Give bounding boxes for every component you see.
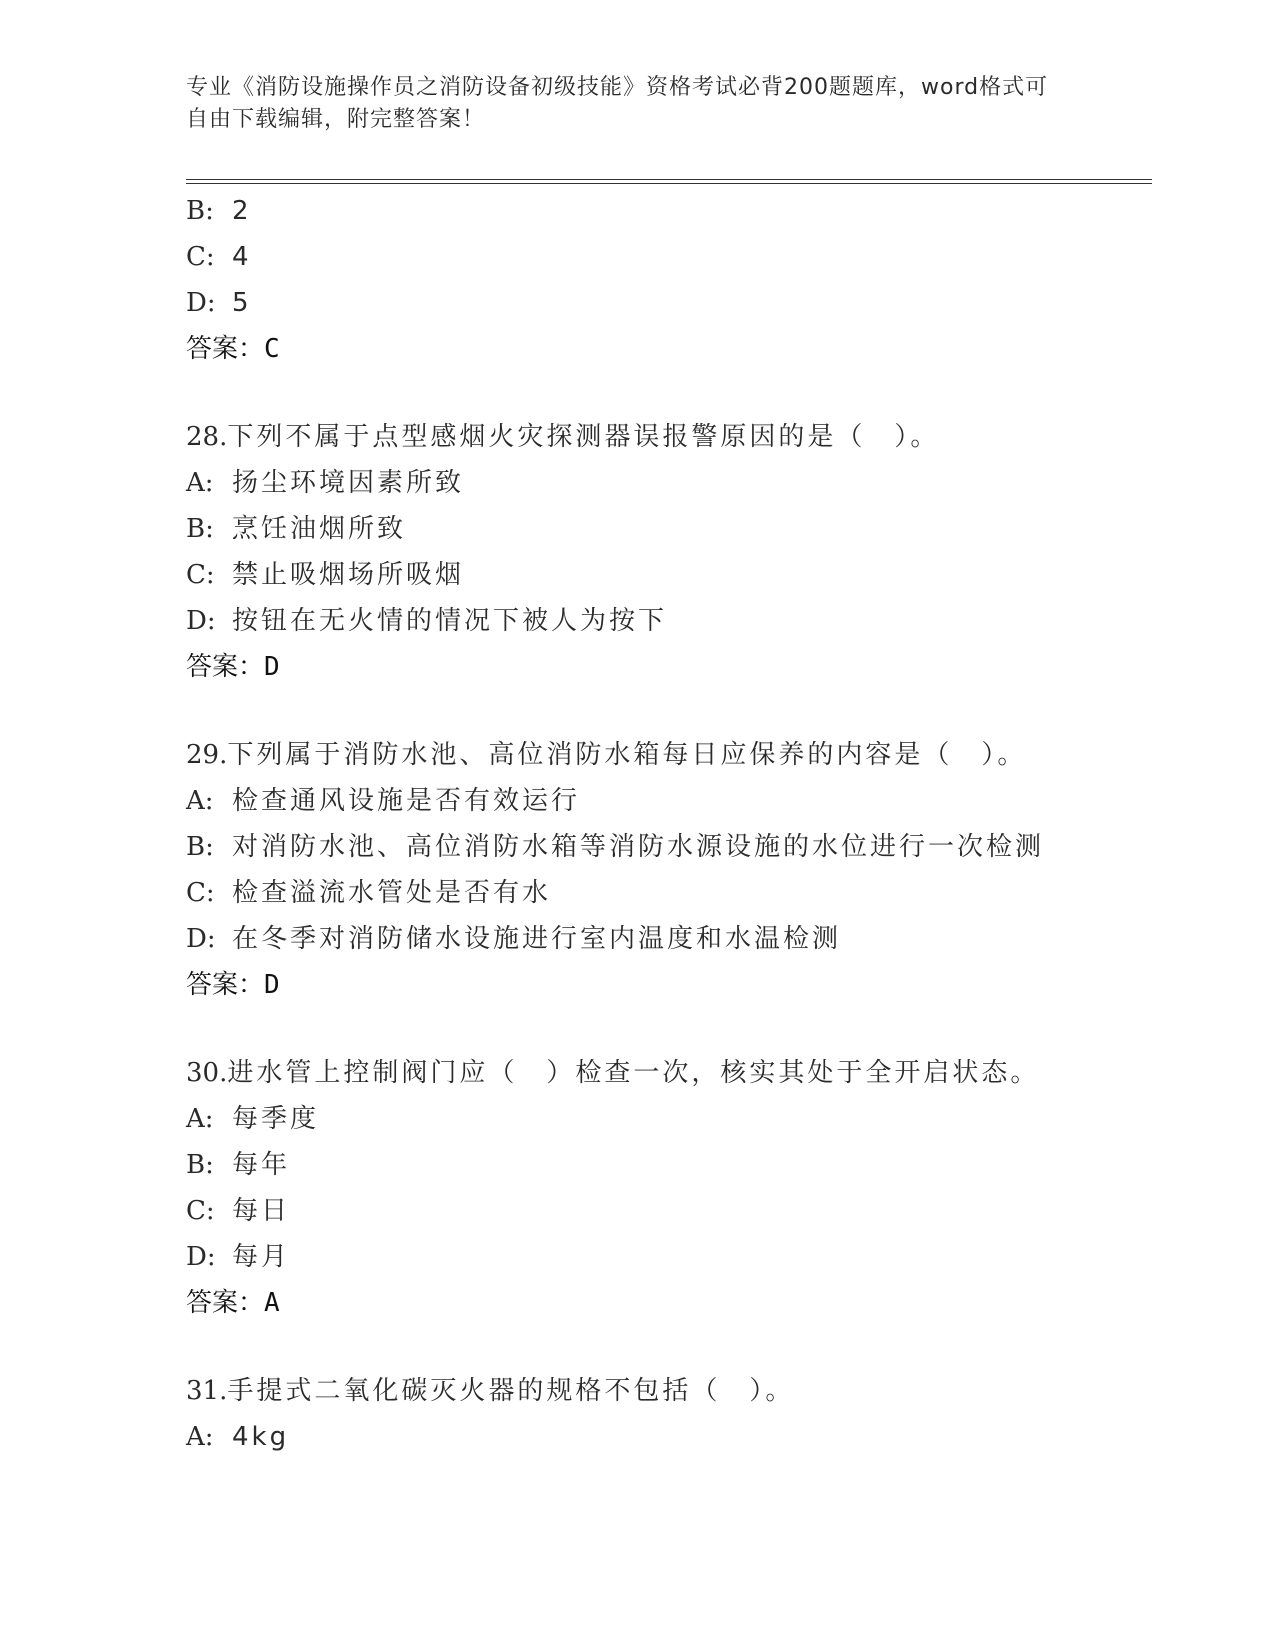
option-a: A: 每季度 <box>186 1104 320 1134</box>
document-header: 专业《消防设施操作员之消防设备初级技能》资格考试必背200题题库，word格式可自由下载编辑，附完整答案！ <box>186 75 1049 132</box>
header-divider-top <box>186 179 1152 180</box>
answer: 答案：C <box>186 334 280 364</box>
option-b: B: 对消防水池、高位消防水箱等消防水源设施的水位进行一次检测 <box>186 832 1045 862</box>
option-b: B: 2 <box>186 196 252 226</box>
option-d: D: 按钮在无火情的情况下被人为按下 <box>186 606 668 636</box>
question-text: 29.下列属于消防水池、高位消防水箱每日应保养的内容是（ ）。 <box>186 740 1027 770</box>
option-a: A: 扬尘环境因素所致 <box>186 468 465 498</box>
option-a: A: 4kg <box>186 1422 290 1452</box>
option-b: B: 每年 <box>186 1150 291 1180</box>
option-c: C: 检查溢流水管处是否有水 <box>186 878 552 908</box>
option-b: B: 烹饪油烟所致 <box>186 514 407 544</box>
option-d: D: 每月 <box>186 1242 291 1272</box>
question-text: 31.手提式二氧化碳灭火器的规格不包括（ ）。 <box>186 1376 795 1406</box>
option-c: C: 4 <box>186 242 252 272</box>
option-c: C: 每日 <box>186 1196 291 1226</box>
header-divider-bottom <box>186 183 1152 184</box>
option-d: D: 在冬季对消防储水设施进行室内温度和水温检测 <box>186 924 842 954</box>
answer: 答案：A <box>186 1288 280 1318</box>
option-c: C: 禁止吸烟场所吸烟 <box>186 560 465 590</box>
option-d: D: 5 <box>186 288 252 318</box>
question-list <box>186 188 1146 1460</box>
question-text: 30.进水管上控制阀门应（ ）检查一次，核实其处于全开启状态。 <box>186 1058 1040 1088</box>
option-a: A: 检查通风设施是否有效运行 <box>186 786 581 816</box>
answer: 答案：D <box>186 652 280 682</box>
question-text: 28.下列不属于点型感烟火灾探测器误报警原因的是（ ）。 <box>186 422 940 452</box>
answer: 答案：D <box>186 970 280 1000</box>
